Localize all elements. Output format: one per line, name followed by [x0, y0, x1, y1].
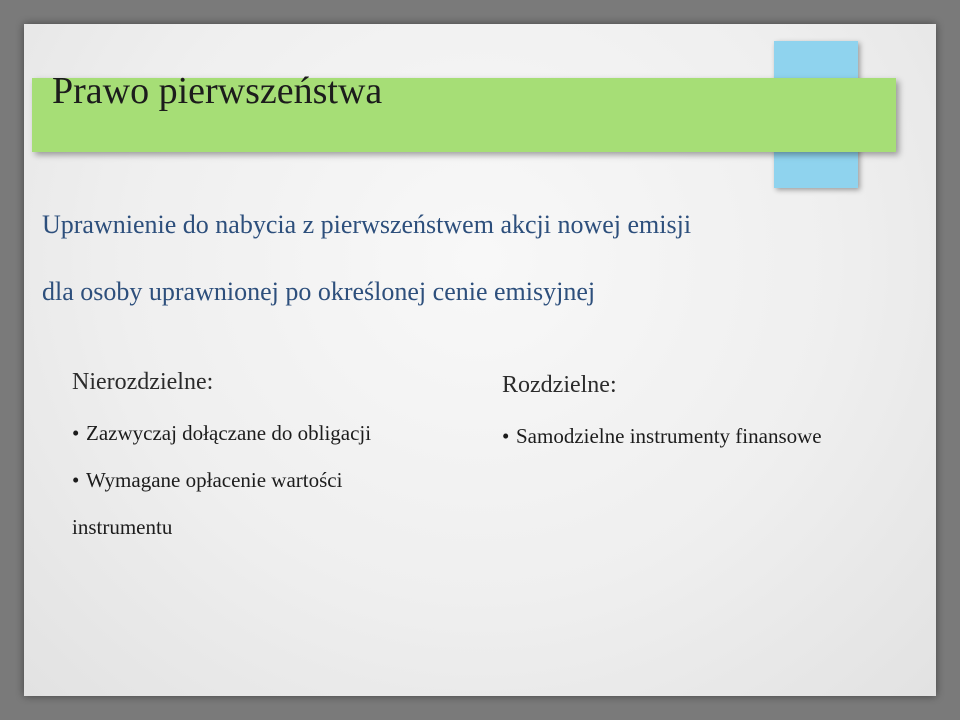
bullet-dot: • — [72, 468, 80, 492]
subtitle-line-1: Uprawnienie do nabycia z pierwszeństwem akcji nowej emisji — [42, 210, 692, 239]
slide-title: Prawo pierwszeństwa — [52, 70, 383, 112]
left-bullet-1 — [72, 419, 371, 447]
bullet-dot: • — [502, 424, 510, 448]
left-bullet-2-text: Wymagane opłacenie wartości — [86, 468, 343, 492]
left-bullet-2-continuation: instrumentu — [72, 515, 173, 539]
right-bullet-1-text: Samodzielne instrumenty finansowe — [516, 424, 822, 448]
left-column-heading: Nierozdzielne: — [72, 369, 214, 395]
right-bullet-1 — [502, 422, 822, 450]
left-bullet-2 — [72, 466, 342, 494]
right-column-heading: Rozdzielne: — [502, 372, 617, 398]
left-bullet-1-text: Zazwyczaj dołączane do obligacji — [86, 421, 372, 445]
bullet-dot: • — [72, 421, 80, 445]
subtitle-line-2: dla osoby uprawnionej po określonej cenie emisyjnej — [42, 277, 596, 306]
slide — [24, 24, 936, 696]
